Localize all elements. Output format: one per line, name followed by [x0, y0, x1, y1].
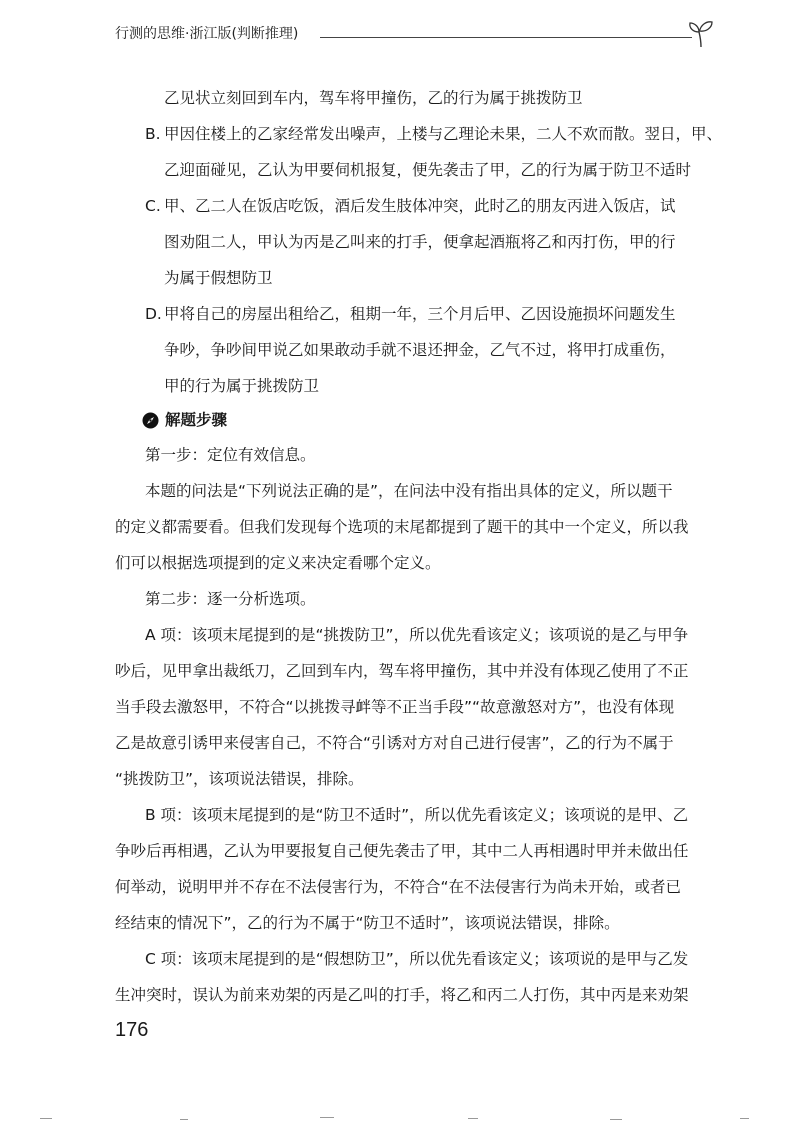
option-c-label: C.	[145, 197, 161, 215]
option-a-tail: 乙见状立刻回到车内，驾车将甲撞伤，乙的行为属于挑拨防卫	[164, 89, 583, 107]
analysis-c-line: C 项：该项末尾提到的是“假想防卫”，所以优先看该定义；该项说的是甲与乙发	[145, 950, 689, 968]
analysis-b-line: 经结束的情况下”，乙的行为不属于“防卫不适时”，该项说法错误，排除。	[115, 914, 620, 932]
scan-artifact	[40, 1118, 52, 1119]
scan-artifact	[180, 1119, 188, 1120]
option-d-line: 甲的行为属于挑拨防卫	[164, 377, 320, 395]
running-header	[115, 24, 715, 54]
paragraph-line: 的定义都需要看。但我们发现每个选项的末尾都提到了题干的其中一个定义，所以我	[115, 518, 689, 536]
option-b-line: 乙迎面碰见，乙认为甲要伺机报复，便先袭击了甲，乙的行为属于防卫不适时	[164, 161, 692, 179]
scan-artifact	[610, 1119, 622, 1120]
option-c-line: 甲、乙二人在饭店吃饭，酒后发生肢体冲突，此时乙的朋友丙进入饭店，试	[164, 197, 676, 215]
scan-artifact	[740, 1118, 749, 1119]
option-b-line: 甲因住楼上的乙家经常发出噪声，上楼与乙理论未果，二人不欢而散。翌日，甲、	[164, 125, 723, 143]
analysis-a-line: A 项：该项末尾提到的是“挑拨防卫”，所以优先看该定义；该项说的是乙与甲争	[145, 626, 689, 644]
analysis-b-line: 争吵后再相遇，乙认为甲要报复自己便先袭击了甲，其中二人再相遇时甲并未做出任	[115, 842, 689, 860]
solution-heading: 解题步骤	[165, 411, 228, 429]
step-1-title: 第一步：定位有效信息。	[145, 446, 316, 464]
analysis-c-line: 生冲突时，误认为前来劝架的丙是乙叫的打手，将乙和丙二人打伤，其中丙是来劝架	[115, 986, 689, 1004]
option-d-label: D.	[145, 305, 162, 323]
header-rule	[320, 37, 692, 38]
page-number: 176	[115, 1019, 149, 1041]
analysis-a-line: 乙是故意引诱甲来侵害自己，不符合“引诱对方对自己进行侵害”，乙的行为不属于	[115, 734, 674, 752]
analysis-b-line: B 项：该项末尾提到的是“防卫不适时”，所以优先看该定义；该项说的是甲、乙	[145, 806, 689, 824]
step-2-title: 第二步：逐一分析选项。	[145, 590, 316, 608]
analysis-a-line: 当手段去激怒甲，不符合“以挑拨寻衅等不正当手段”“故意激怒对方”，也没有体现	[115, 698, 675, 716]
analysis-b-line: 何举动，说明甲并不存在不法侵害行为，不符合“在不法侵害行为尚未开始，或者已	[115, 878, 682, 896]
analysis-a-line: 吵后，见甲拿出裁纸刀，乙回到车内，驾车将甲撞伤，其中并没有体现乙使用了不正	[115, 662, 689, 680]
compass-icon	[142, 412, 159, 429]
paragraph-line: 们可以根据选项提到的定义来决定看哪个定义。	[115, 554, 441, 572]
sprout-icon	[687, 18, 715, 48]
book-title: 行测的思维·浙江版(判断推理)	[115, 26, 299, 42]
scan-artifact	[468, 1118, 478, 1119]
option-c-line: 为属于假想防卫	[164, 269, 273, 287]
option-d-line: 甲将自己的房屋出租给乙，租期一年，三个月后甲、乙因设施损坏问题发生	[164, 305, 676, 323]
option-d-line: 争吵，争吵间甲说乙如果敢动手就不退还押金，乙气不过，将甲打成重伤，	[164, 341, 676, 359]
analysis-a-line: “挑拨防卫”，该项说法错误，排除。	[115, 770, 364, 788]
scan-artifact	[320, 1117, 334, 1118]
option-c-line: 图劝阻二人，甲认为丙是乙叫来的打手，便拿起酒瓶将乙和丙打伤，甲的行	[164, 233, 676, 251]
paragraph-line: 本题的问法是“下列说法正确的是”，在问法中没有指出具体的定义，所以题干	[145, 482, 673, 500]
option-b-label: B.	[145, 125, 161, 143]
